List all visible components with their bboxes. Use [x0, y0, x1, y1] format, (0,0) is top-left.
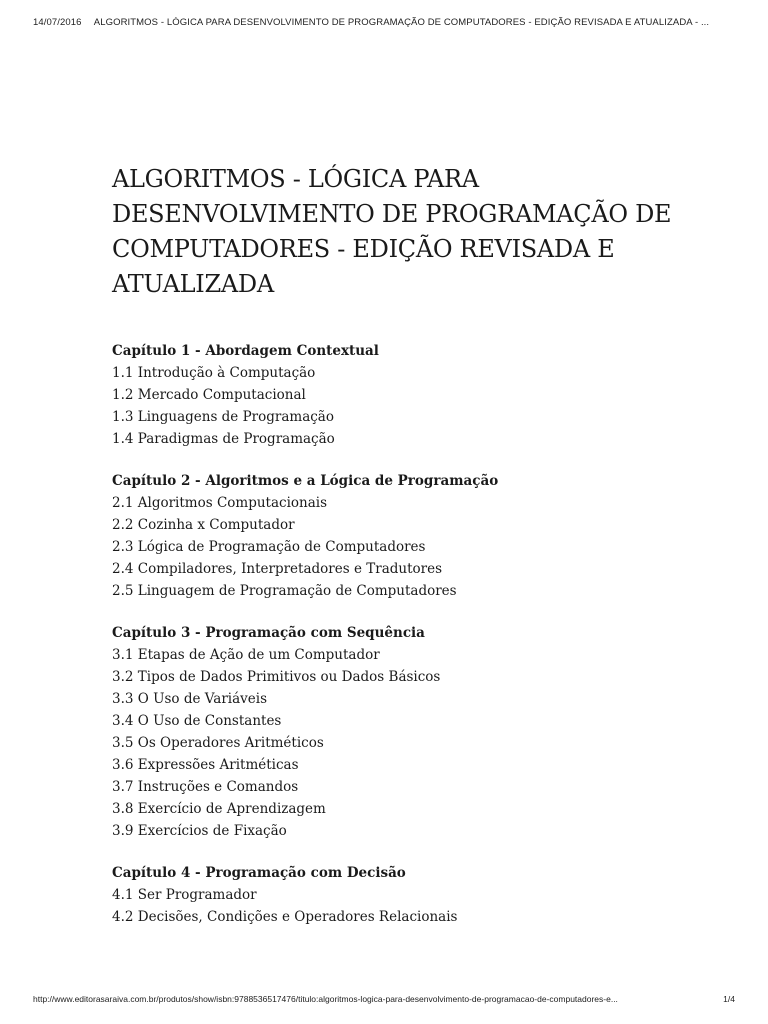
section-item: 2.1 Algoritmos Computacionais [112, 495, 328, 511]
section-item: 3.7 Instruções e Comandos [112, 779, 299, 795]
section-item: 3.4 O Uso de Constantes [112, 713, 282, 729]
section-item: 2.4 Compiladores, Interpretadores e Tradutores [112, 561, 442, 577]
section-item: 3.3 O Uso de Variáveis [112, 691, 268, 707]
chapter-1 [112, 340, 712, 450]
section-list [112, 362, 712, 450]
chapter-3 [112, 622, 712, 842]
section-item: 4.2 Decisões, Condições e Operadores Relacionais [112, 909, 458, 925]
print-date: 14/07/2016 [33, 17, 82, 28]
page-title: ALGORITMOS - LÓGICA PARA DESENVOLVIMENTO DE PROGRAMAÇÃO DE COMPUTADORES - EDIÇÃO REVISADA E ATUALIZADA [112, 165, 672, 298]
chapter-title: Capítulo 3 - Programação com Sequência [112, 625, 425, 641]
section-list [112, 884, 712, 928]
section-item: 1.2 Mercado Computacional [112, 387, 306, 403]
section-item: 3.1 Etapas de Ação de um Computador [112, 647, 380, 663]
section-item: 3.8 Exercício de Aprendizagem [112, 801, 326, 817]
chapter-4 [112, 862, 712, 928]
section-item: 1.1 Introdução à Computação [112, 365, 316, 381]
document-content [112, 162, 712, 948]
print-header [33, 17, 735, 28]
print-header-title: ALGORITMOS - LÓGICA PARA DESENVOLVIMENTO DE PROGRAMAÇÃO DE COMPUTADORES - EDIÇÃO REVISADA E ATUALIZADA - ... [93, 17, 710, 28]
section-list [112, 644, 712, 842]
print-footer [33, 994, 735, 1004]
section-item: 3.2 Tipos de Dados Primitivos ou Dados Básicos [112, 669, 441, 685]
chapter-2 [112, 470, 712, 602]
section-item: 2.3 Lógica de Programação de Computadores [112, 539, 426, 555]
section-item: 1.3 Linguagens de Programação [112, 409, 334, 425]
section-item: 2.2 Cozinha x Computador [112, 517, 295, 533]
chapter-title: Capítulo 1 - Abordagem Contextual [112, 343, 379, 359]
section-item: 4.1 Ser Programador [112, 887, 257, 903]
section-item: 3.6 Expressões Aritméticas [112, 757, 299, 773]
section-item: 3.5 Os Operadores Aritméticos [112, 735, 324, 751]
chapter-title: Capítulo 2 - Algoritmos e a Lógica de Programação [112, 473, 499, 489]
source-url: http://www.editorasaraiva.com.br/produtos/show/isbn:9788536517476/titulo:algoritmos-logica-para-desenvolvimento-de-programacao-de-computadores-e... [33, 994, 618, 1004]
section-item: 3.9 Exercícios de Fixação [112, 823, 287, 839]
section-list [112, 492, 712, 602]
section-item: 2.5 Linguagem de Programação de Computadores [112, 583, 457, 599]
section-item: 1.4 Paradigmas de Programação [112, 431, 335, 447]
chapter-title: Capítulo 4 - Programação com Decisão [112, 865, 406, 881]
page-number: 1/4 [723, 994, 735, 1004]
